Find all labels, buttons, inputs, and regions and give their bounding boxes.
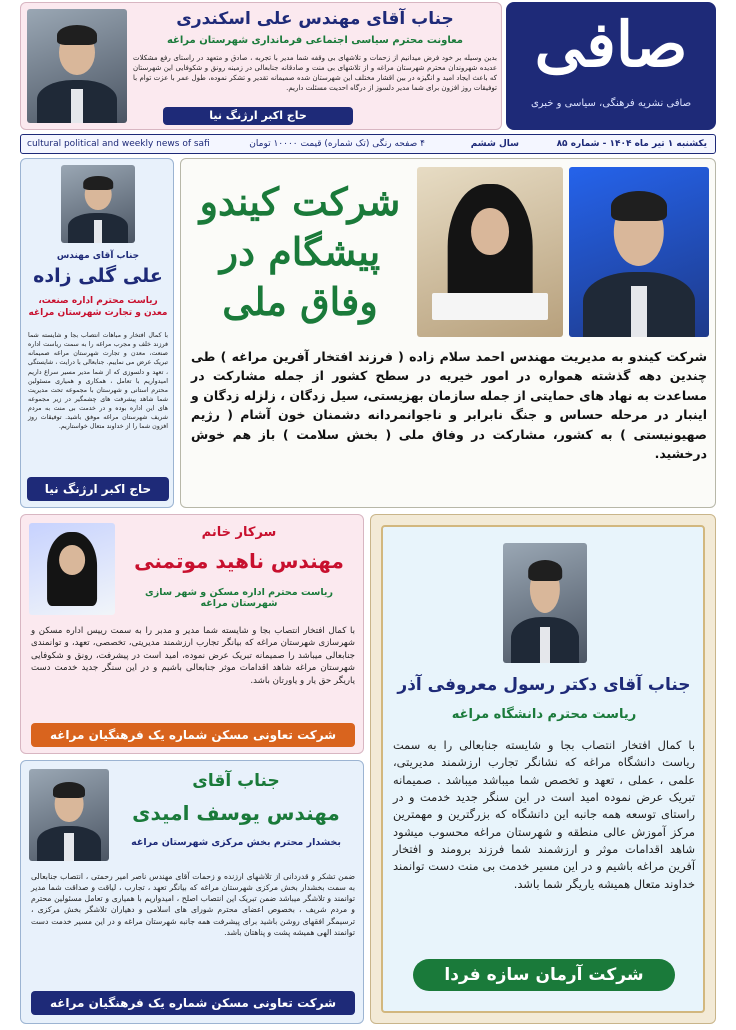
motamani-body: با کمال افتخار انتصاب بجا و شایسته شما مدیر و مدبر را به سمت رییس اداره مسکن و شهرسازی شهرستان مراغه که بیانگر تجارب ارزشمند مدیریتی، تخصصی، تعهد، و توانمندی جنابعالی میباشد را صمیمانه تبریک عرض نموده، امید است در پیشرفت، رونق و شکوفایی شهرستان مراغه شاهد اقدامات موثر جنابعالی باشیم و در این سنگر جدید خدمت دست یاریگر حق یار و یاورتان باشد. xyxy=(31,626,355,686)
goli-zadeh-signature: حاج اکبر ارژنگ نیا xyxy=(27,477,169,501)
top-ad-signature: حاج اکبر ارژنگ نیا xyxy=(163,107,353,125)
salam-zadeh-photo xyxy=(569,167,709,337)
omidi-photo xyxy=(29,769,109,861)
top-ad xyxy=(20,2,502,130)
motamani-signature: شرکت تعاونی مسکن شماره یک فرهنگیان مراغه xyxy=(31,723,355,747)
omidi-name: مهندس یوسف امیدی xyxy=(132,801,340,825)
issue-price: ۴ صفحه رنگی (تک شماره) قیمت ۱۰۰۰۰ تومان xyxy=(249,139,425,149)
omidi-title: جناب آقای xyxy=(192,771,280,791)
goli-zadeh-title: جناب آقای مهندس xyxy=(56,251,140,261)
goli-zadeh-body: با کمال افتخار و مباهات انتصاب بجا و شایسته شما فرزند خلف و مجرب مراغه را به سمت ریاست اداره صنعت، معدن و تجارت شهرستان مراغه صمیمانه تبریک عرض می نماییم. جنابعالی با درایت ، شایستگی ، تعهد و دلسوزی که از شما مدیر مسیر سراغ داریم امیدواریم با تعامل ، همکاری و همیاری مسئولین محترم استانی و شهرستان با مجموعه تحت مدیریت شما شاهد پیشرفت های چشمگیر در زیر مجموعه های این اداره بوده و در خدمت بی منت به مردم شریف شهرستان مراغه موفق باشید. توفیقات روز افزون شما را از خداوند متعال خواستاریم. xyxy=(28,332,168,431)
signing-photo xyxy=(417,167,563,337)
left-ad-omidi xyxy=(20,760,364,1024)
masthead-logo-panel xyxy=(506,2,716,130)
motamani-name: مهندس ناهید موتمنی xyxy=(134,549,344,573)
omidi-signature: شرکت تعاونی مسکن شماره یک فرهنگیان مراغه xyxy=(31,991,355,1015)
maroufi-body: با کمال افتخار انتصاب بجا و شایسته جنابعالی را به سمت ریاست دانشگاه مراغه که نشانگر تجارب ارزشمند مدیریتی، علمی ، عملی ، تعهد و تخصص شما میباشد میباشد . صمیمانه تبریک عرض نموده امید است در این سنگر جدید خدمت و در راستای توسعه همه جانبه این دانشگاه که بزرگترین و مهمترین مرکز آموزش عالی منطقه و شهرستان مراغه محسوب میشود شاهد اقدامات موثر و ارزشمند شما فرزند برومند و افتخار آفرین مراغه باشیم و در این مسیر خدمت بی منت دست توانمند خداوند متعال همیشه یاریگر شما باشد. xyxy=(393,738,695,891)
left-ad-goli-zadeh xyxy=(20,158,174,508)
goli-zadeh-photo xyxy=(61,165,135,243)
motamani-title: سرکار خانم xyxy=(201,525,277,540)
masthead-logo: صافی xyxy=(534,8,688,81)
right-ad-maroufi xyxy=(370,514,716,1024)
goli-zadeh-position: ریاست محترم اداره صنعت، معدن و تجارت شهرستان مراغه xyxy=(28,296,168,319)
top-ad-subtitle: معاونت محترم سیاسی اجتماعی فرمانداری شهرستان مراغه xyxy=(166,35,463,46)
main-headline: شرکت کیندو پیشگام در وفاق ملی xyxy=(199,179,401,325)
issue-year: سال ششم xyxy=(470,139,519,149)
masthead-tagline: صافی نشریه فرهنگی، سیاسی و خبری xyxy=(530,98,692,109)
maroufi-position: ریاست محترم دانشگاه مراغه xyxy=(451,707,637,722)
maroufi-signature: شرکت آرمان سازه فردا xyxy=(413,959,675,991)
left-ad-motamani xyxy=(20,514,364,754)
maroufi-name: جناب آقای دکتر رسول معروفی آذر xyxy=(397,675,691,695)
motamani-position: ریاست محترم اداره مسکن و شهر سازی شهرستان مراغه xyxy=(145,587,333,609)
main-news-body: شرکت کیندو به مدیریت مهندس احمد سلام زاده ( فرزند افتخار آفرین مراغه ) طی چندین دهه گذشته همواره در امور خیریه در سطح کشور از جمله مشارکت در مساعدت به نهاد های حمایتی از جمله سازمان بهزیستی، سیل زدگان ، زلزله زدگان و اینبار در مرحله حساس و جنگ نابرابر و ناجوانمردانه دشمنان خون آشام ( رژیم صهیونیستی ) به کشور، مشارکت در وفاق ملی ( بخش سلامت ) باز هم خوش درخشید. xyxy=(191,349,707,461)
info-strip xyxy=(20,134,716,154)
motamani-photo xyxy=(29,523,115,615)
omidi-position: بخشدار محترم بخش مرکزی شهرستان مراغه xyxy=(131,837,341,848)
top-ad-body: بدین وسیله بر خود فرض میدانیم از زحمات و تلاشهای بی وقفه شما مدیر با تجربه ، صادق و متعهد در راستای رفع مشکلات عدیده شهروندان محترم شهرستان مراغه و از تلاشهای بی منت و صادقانه جنابعالی در زمینه رونق و شکوفایی این شهرستان که باعث ایجاد امید و انگیزه در بین اقشار مختلف این شهرستان شده صمیمانه تقدیر و تشکر نموده، طول عمر با عزت توام با توفیقات روز افزون برای شما مدیر دلسوز از درگاه احدیت مسئلت داریم. xyxy=(133,54,497,93)
main-news xyxy=(180,158,716,508)
english-tagline: cultural political and weekly news of safi xyxy=(27,139,210,149)
goli-zadeh-name: علی گلی زاده xyxy=(33,265,163,287)
maroufi-photo xyxy=(503,543,587,663)
issue-date: یکشنبه ۱ تیر ماه ۱۴۰۴ - شماره ۸۵ xyxy=(556,139,707,149)
top-ad-photo xyxy=(27,9,127,123)
top-ad-title: جناب آقای مهندس علی اسکندری xyxy=(176,9,454,29)
omidi-body: ضمن تشکر و قدردانی از تلاشهای ارزنده و زحمات آقای مهندس ناصر امیر رحمتی ، انتصاب جنابعالی به سمت بخشدار بخش مرکزی شهرستان مراغه که بیانگر تعهد ، تجارب ، لیاقت و صداقت شما مدیر توانمند و تلاشگر میباشد ضمن تبریک این انتصاب اصلح ، امیدواریم با همیاری و تعامل مسئولین محترم و مردم شریف ، بخصوص اعضای محترم شورای های اسلامی و دهیاران تلاشگر بخش مرکزی ، ترسیمگر افقهای روشن باشید برای پیشرفت همه جانبه شهرستان مراغه و در این مسیر خدمت دست توانمند الهی همیشه پشت و پناهتان باشد. xyxy=(31,872,355,937)
